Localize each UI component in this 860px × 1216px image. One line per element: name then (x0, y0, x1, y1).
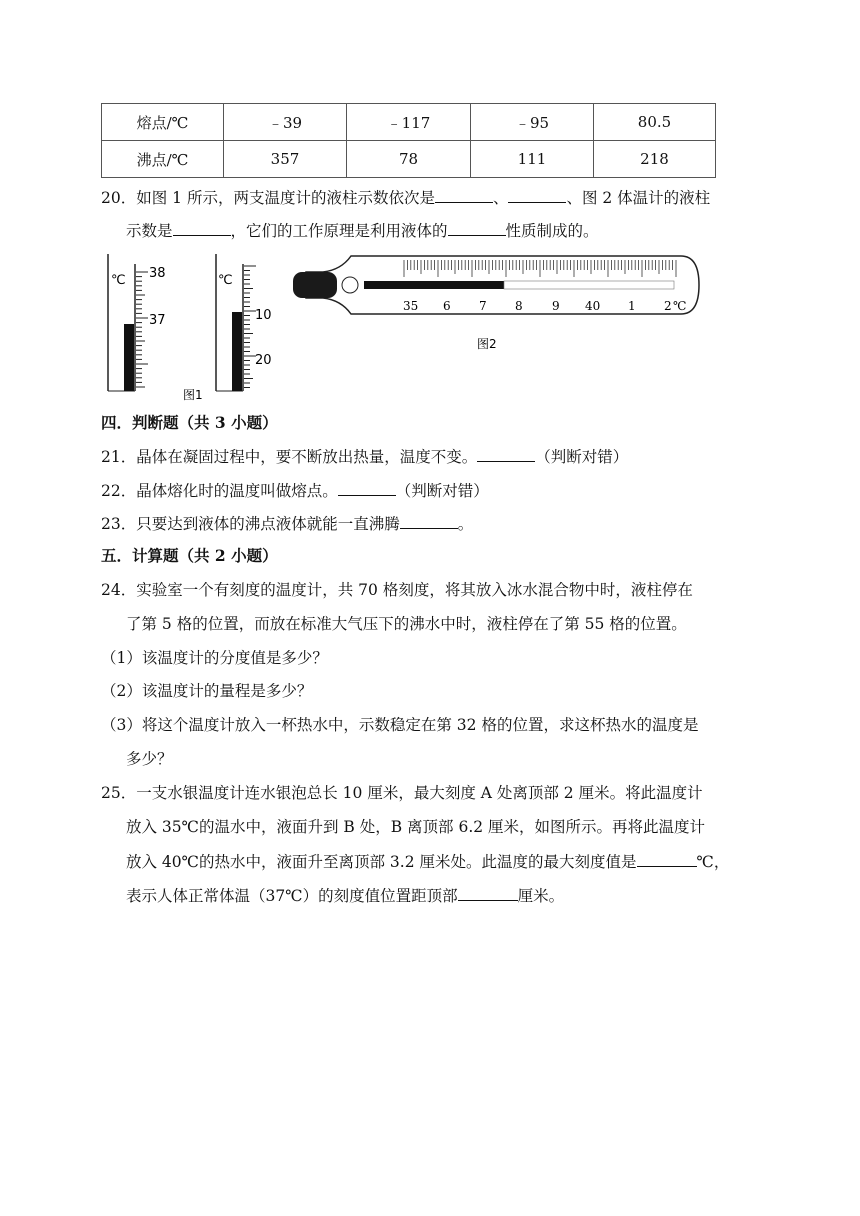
question-text: 。 (457, 515, 474, 533)
tick-label: 1 (628, 299, 636, 313)
question-number: 22． (101, 482, 137, 500)
question-text: 晶体熔化时的温度叫做熔点。 (136, 482, 338, 500)
question-text: 晶体在凝固过程中，要不断放出热量，温度不变。 (136, 448, 478, 466)
question-number: 23． (101, 515, 137, 533)
thermometer-1 (108, 254, 166, 391)
fig1-caption: 图1 (183, 388, 203, 402)
question-text: 、 (492, 189, 509, 207)
answer-blank[interactable] (400, 512, 458, 529)
scale-ticks (244, 266, 256, 388)
tick-label: 40 (585, 299, 601, 313)
question-number: 24． (101, 581, 137, 599)
liquid-column (232, 312, 242, 391)
question-text: 示数是 (126, 222, 173, 240)
q21 (101, 445, 628, 468)
table-cell: 熔点/℃ (102, 104, 224, 141)
answer-blank[interactable] (637, 850, 697, 867)
q25-line-3 (126, 850, 729, 873)
tick-label: 9 (552, 299, 560, 313)
tick-label: 6 (443, 299, 451, 313)
unit-label: ℃ (673, 299, 687, 313)
question-text: 如图 1 所示，两支温度计的液柱示数依次是 (136, 189, 435, 207)
thermometer-figure (101, 248, 703, 403)
mercury-bulb (293, 272, 337, 298)
answer-blank[interactable] (435, 186, 493, 203)
table-row (102, 141, 716, 178)
scale-ticks (136, 272, 148, 387)
table-row (102, 104, 716, 141)
tick-label: 35 (403, 299, 419, 313)
question-text: 一支水银温度计连水银泡总长 10 厘米，最大刻度 A 处离顶部 2 厘米。将此温度计 (136, 784, 703, 802)
table-cell: ﹣117 (347, 104, 471, 141)
answer-blank[interactable] (338, 479, 396, 496)
section-4-heading: 四．判断题（共 3 小题） (101, 413, 278, 432)
q24-sub-3-cont: 多少？ (126, 750, 173, 768)
question-number: 25． (101, 784, 137, 802)
q25-line-2: 放入 35℃的温水中，液面升到 B 处，B 离顶部 6.2 厘米，如图所示。再将此温度计 (126, 818, 706, 836)
table-cell: 111 (471, 141, 594, 178)
table-cell: 357 (224, 141, 347, 178)
question-text: 只要达到液体的沸点液体就能一直沸腾 (136, 515, 400, 533)
q25-line-1 (101, 782, 703, 804)
question-text: ，它们的工作原理是利用液体的 (230, 222, 448, 240)
table-cell: 沸点/℃ (102, 141, 224, 178)
question-text: 性质制成的。 (505, 222, 599, 240)
question-number: 20． (101, 189, 137, 207)
question-text: 实验室一个有刻度的温度计，共 70 格刻度，将其放入冰水混合物中时，液柱停在 (136, 581, 693, 599)
q24-line-1 (101, 579, 693, 601)
tick-label: 8 (515, 299, 523, 313)
q20-line-2 (126, 219, 599, 242)
answer-blank[interactable] (173, 219, 231, 236)
q23 (101, 512, 473, 535)
question-text: 放入 40℃的热水中，液面升至离顶部 3.2 厘米处。此温度的最大刻度值是 (126, 853, 637, 871)
question-text: 厘米。 (517, 887, 565, 905)
question-text: （判断对错） (535, 448, 629, 466)
table-cell: 80.5 (594, 104, 716, 141)
melting-boiling-table (101, 103, 716, 178)
question-text: 表示人体正常体温（37℃）的刻度值位置距顶部 (126, 887, 458, 905)
table-cell: 78 (347, 141, 471, 178)
section-5-heading: 五．计算题（共 2 小题） (101, 546, 278, 565)
question-text: （判断对错） (395, 482, 489, 500)
unit-label: ℃ (218, 273, 233, 288)
tick-label: 37 (149, 313, 166, 328)
answer-blank[interactable] (458, 884, 518, 901)
tick-label: 20 (255, 353, 272, 368)
answer-blank[interactable] (477, 445, 535, 462)
fig2-caption: 图2 (477, 337, 497, 351)
q24-sub-3: （3）将这个温度计放入一杯热水中，示数稳定在第 32 格的位置，求这杯热水的温度是 (101, 716, 699, 734)
table-cell: 218 (594, 141, 716, 178)
tick-label: 10 (255, 308, 272, 323)
q24-line-2: 了第 5 格的位置，而放在标准大气压下的沸水中时，液柱停在了第 55 格的位置。 (126, 615, 687, 633)
question-number: 21． (101, 448, 137, 466)
q24-sub-2: （2）该温度计的量程是多少？ (101, 682, 313, 700)
thermometer-2 (216, 254, 272, 391)
clinical-thermometer (293, 256, 699, 314)
q24-sub-1: （1）该温度计的分度值是多少？ (101, 649, 328, 667)
q20-line-1 (101, 186, 710, 209)
table-cell: ﹣95 (471, 104, 594, 141)
mercury-column (364, 281, 504, 289)
question-text: 、图 2 体温计的液柱 (566, 189, 711, 207)
question-text: ℃， (696, 853, 730, 871)
tick-label: 7 (479, 299, 487, 313)
q25-line-4 (126, 884, 564, 907)
answer-blank[interactable] (448, 219, 506, 236)
unit-label: ℃ (111, 273, 126, 288)
q22 (101, 479, 489, 502)
table-cell: ﹣39 (224, 104, 347, 141)
answer-blank[interactable] (508, 186, 566, 203)
tick-label: 38 (149, 266, 166, 281)
tick-label: 2 (664, 299, 672, 313)
mercury-column (124, 324, 134, 391)
